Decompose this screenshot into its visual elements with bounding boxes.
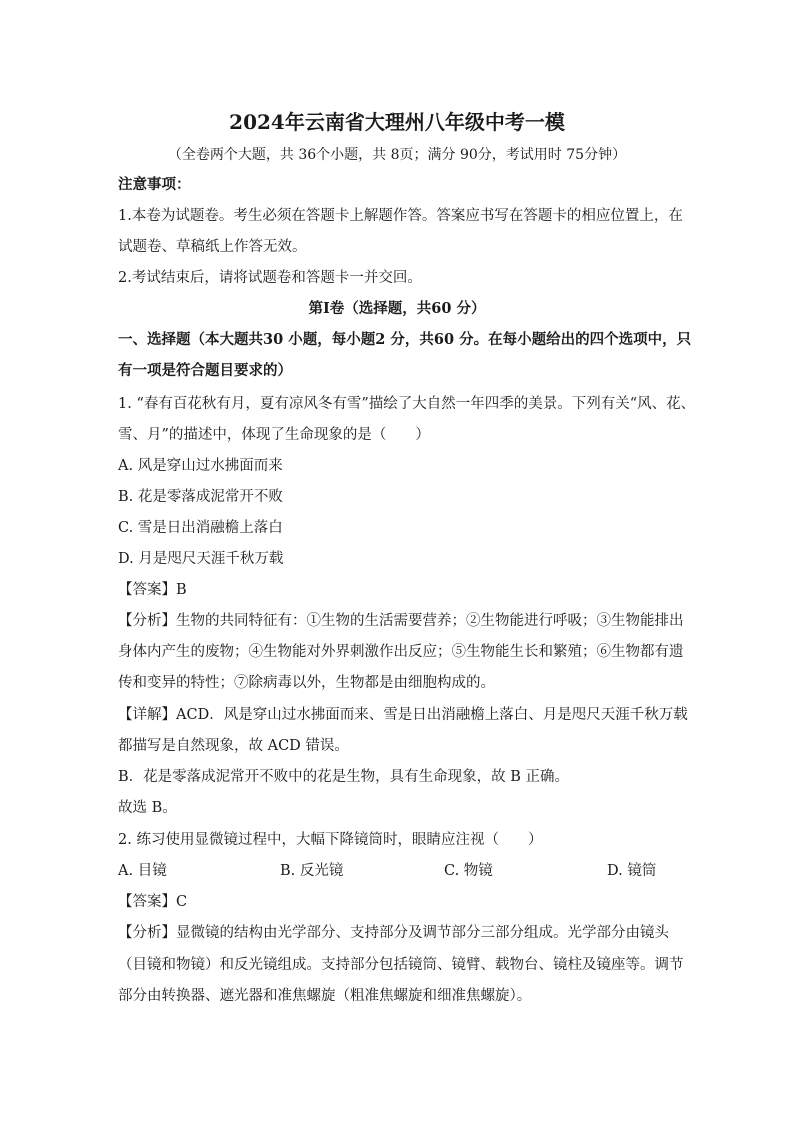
q1-option-b: B. 花是零落成泥常开不败	[118, 489, 283, 505]
q1-option-c: C. 雪是日出消融檐上落白	[118, 520, 283, 536]
q1-detail-line-3: B．花是零落成泥常开不败中的花是生物，具有生命现象，故 B 正确。	[118, 769, 570, 785]
q1-detail-line-1: 【详解】ACD．风是穿山过水拂面而来、雪是日出消融檐上落白、月是咫尺天涯千秋万载	[118, 707, 688, 723]
volume-title: 第Ⅰ卷（选择题，共60 分）	[308, 300, 486, 317]
q2-option-a: A. 目镜	[118, 863, 167, 879]
q1-stem-line-1: 1. “春有百花秋有月，夏有凉风冬有雪”描绘了大自然一年四季的美景。下列有关“风、花、	[118, 396, 696, 412]
part-heading-line-2: 有一项是符合题目要求的）	[118, 362, 292, 379]
q2-analysis-line-2: （目镜和物镜）和反光镜组成。支持部分包括镜筒、镜臂、载物台、镜柱及镜座等。调节	[118, 957, 684, 973]
notice-item-2: 2.考试结束后，请将试题卷和答题卡一并交回。	[118, 270, 422, 286]
notice-item-1-line-2: 试题卷、草稿纸上作答无效。	[118, 239, 307, 255]
notice-heading: 注意事项：	[118, 176, 191, 193]
q2-option-b: B. 反光镜	[280, 863, 344, 879]
q1-option-d: D. 月是咫尺天涯千秋万载	[118, 551, 284, 567]
q1-answer: 【答案】B	[118, 582, 187, 598]
q1-detail-line-2: 都描写是自然现象，故 ACD 错误。	[118, 738, 349, 754]
notice-item-1-line-1: 1.本卷为试题卷。考生必须在答题卡上解题作答。答案应书写在答题卡的相应位置上，在	[118, 208, 683, 224]
q1-option-a: A. 风是穿山过水拂面而来	[118, 458, 283, 474]
q2-option-d: D. 镜筒	[607, 863, 657, 879]
q2-option-c: C. 物镜	[444, 863, 493, 879]
q2-answer: 【答案】C	[118, 894, 188, 910]
q1-analysis-line-3: 传和变异的特性；⑦除病毒以外，生物都是由细胞构成的。	[118, 675, 495, 691]
q2-analysis-line-3: 部分由转换器、遮光器和准焦螺旋（粗准焦螺旋和细准焦螺旋）。	[118, 988, 532, 1004]
q1-conclusion: 故选 B。	[118, 800, 177, 816]
q1-stem-line-2: 雪、月”的描述中，体现了生命现象的是（ ）	[118, 427, 430, 443]
q1-analysis-line-1: 【分析】生物的共同特征有：①生物的生活需要营养；②生物能进行呼吸；③生物能排出	[118, 613, 684, 629]
q2-stem: 2. 练习使用显微镜过程中，大幅下降镜筒时，眼睛应注视（ ）	[118, 832, 543, 848]
q2-analysis-line-1: 【分析】显微镜的结构由光学部分、支持部分及调节部分三部分组成。光学部分由镜头	[118, 925, 669, 941]
q1-analysis-line-2: 身体内产生的废物；④生物能对外界刺激作出反应；⑤生物能生长和繁殖；⑥生物都有遗	[118, 644, 684, 660]
part-heading-line-1: 一、选择题（本大题共30 小题，每小题2 分，共60 分。在每小题给出的四个选项中，只	[118, 331, 692, 348]
page-title: 2024年云南省大理州八年级中考一模	[229, 110, 565, 134]
exam-info: （全卷两个大题，共 36个小题，共 8页；满分 90分，考试用时 75分钟）	[167, 147, 627, 163]
q2-options	[118, 861, 678, 881]
